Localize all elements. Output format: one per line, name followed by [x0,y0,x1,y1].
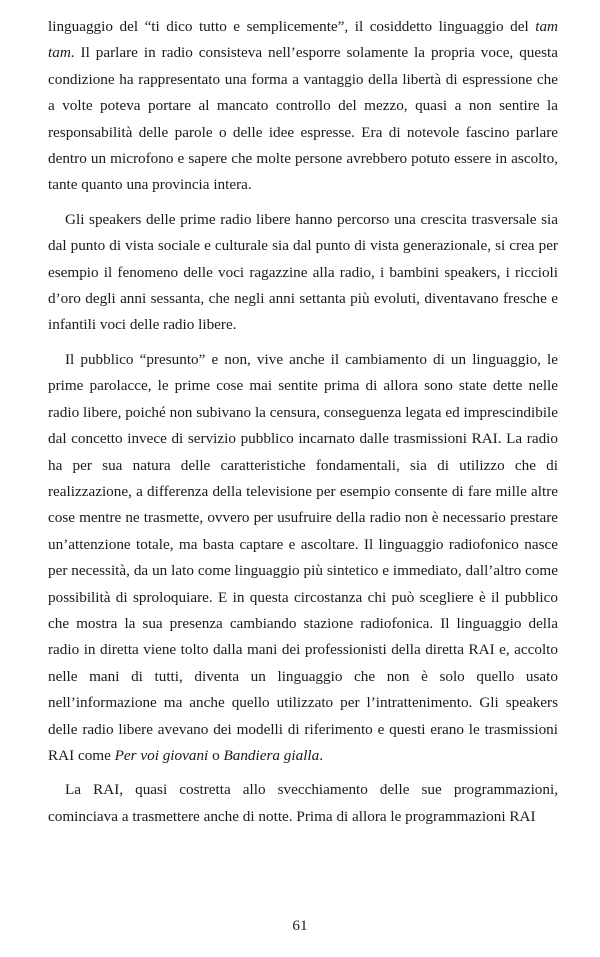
text-run: linguaggio del “ti dico tutto e semplicemente”, il cosiddetto linguaggio del [48,18,536,35]
paragraph-3 [48,347,558,770]
text-run: Gli speakers delle prime radio libere hanno percorso una crescita trasversale sia dal punto di vista sociale e culturale sia dal punto di vista generazionale, si crea per esempio il fenomeno delle voci ragazzine alla radio, i bambini speakers, i riccioli d’oro degli anni sessanta, che negli anni settanta più evoluti, diventavano fresche e infantili voci delle radio libere. [48,210,558,334]
italic-run: Bandiera gialla [223,746,320,764]
paragraph-1 [48,14,558,199]
text-run: La RAI, quasi costretta allo svecchiamento delle sue programmazioni, cominciava a trasmettere anche di notte. Prima di allora le programmazioni RAI [48,781,558,825]
page-number: 61 [292,917,308,934]
paragraph-4 [48,777,558,830]
text-run: o [208,746,224,764]
italic-run: tam tam [48,18,558,62]
italic-run: Per voi giovani [114,746,209,764]
text-run: . [319,746,324,764]
text-run: . Il parlare in radio consisteva nell’esporre solamente la propria voce, questa condizione ha rappresentato una forma a vantaggio della libertà di espressione che a volte poteva portare al mancato controllo del mezzo, quasi a non sentire la responsabilità delle parole o delle idee espresse. Era di notevole fascino parlare dentro un microfono e sapere che molte persone avrebbero potuto essere in ascolto, tante quanto una provincia intera. [48,44,558,194]
document-page [48,14,558,838]
paragraph-2 [48,207,558,339]
text-run: Il pubblico “presunto” e non, vive anche il cambiamento di un linguaggio, le prime parolacce, le prime cose mai sentite prima di allora sono state dette nelle radio libere, poiché non subivano la censura, conseguenza legata ed imprescindibile dal concetto invece di servizio pubblico incarnato dalle trasmissioni RAI. La radio ha per sua natura delle caratteristiche fondamentali, sia di utilizzo che di realizzazione, a differenza della televisione per esempio consente di fare mille altre cose mentre ne trasmette, ovvero per usufruire della radio non è necessario prestare un’attenzione totale, ma basta captare e ascoltare. Il linguaggio radiofonico nasce per necessità, da un lato come linguaggio più sintetico e immediato, dall’altro come possibilità di sproloquiare. E in questa circostanza chi può scegliere è il pubblico che mostra la sua presenza cambiando stazione radiofonica. Il linguaggio della radio in diretta viene tolto dalla mani dei professionisti della diretta RAI e, accolto nelle mani di tutti, diventa un linguaggio che non è solo quello usato nell’informazione ma anche quello utilizzato per l’intrattenimento. Gli speakers delle radio libere avevano dei modelli di riferimento e questi erano le trasmissioni RAI come [48,350,558,764]
